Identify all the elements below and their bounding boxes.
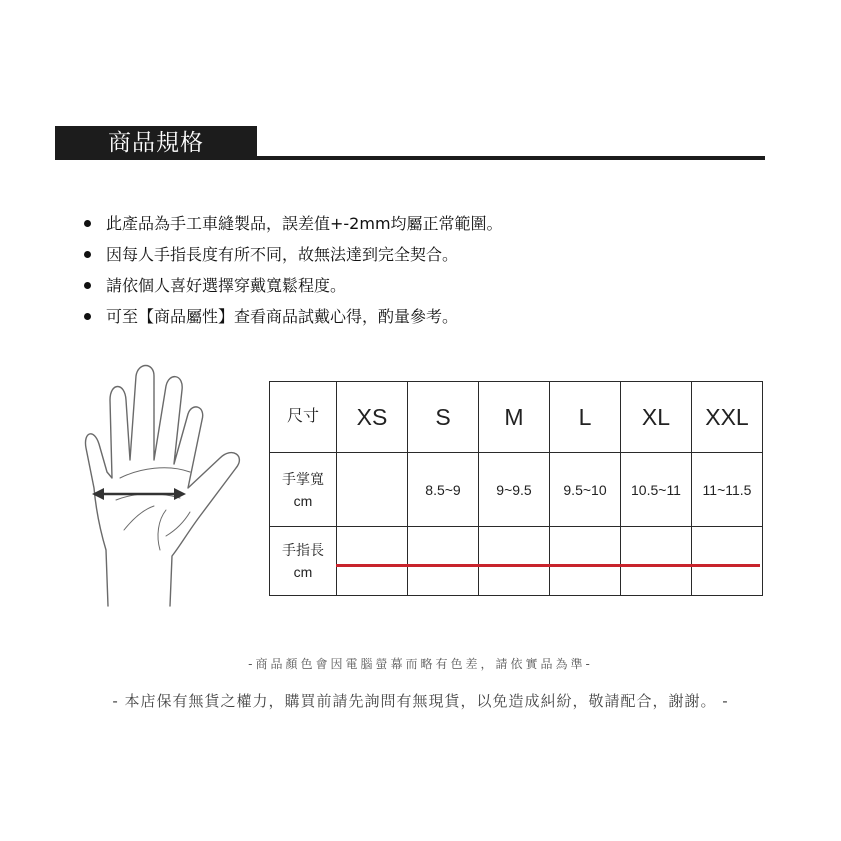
size-l: L	[550, 382, 621, 453]
finger-length-label	[270, 527, 337, 596]
palm-width-row	[270, 453, 763, 527]
spec-list	[82, 208, 503, 332]
finger-label-text: 手指長	[282, 542, 324, 558]
palm-value-xxl: 11~11.5	[692, 453, 763, 527]
finger-value-xxl	[692, 527, 763, 596]
spec-item: 請依個人喜好選擇穿戴寬鬆程度。	[82, 270, 503, 301]
palm-width-label	[270, 453, 337, 527]
finger-row-strike-line	[336, 564, 760, 567]
size-header-row	[270, 382, 763, 453]
size-header-label: 尺寸	[270, 382, 337, 453]
stock-disclaimer: - 本店保有無貨之權力，購買前請先詢問有無現貨，以免造成糾紛，敬請配合，謝謝。 -	[112, 692, 729, 710]
hand-measure-illustration	[70, 360, 250, 608]
palm-value-s: 8.5~9	[408, 453, 479, 527]
palm-value-m: 9~9.5	[479, 453, 550, 527]
color-disclaimer: -商品顏色會因電腦螢幕而略有色差，請依實品為準-	[248, 657, 593, 671]
palm-label-unit: cm	[293, 492, 313, 509]
finger-value-m	[479, 527, 550, 596]
finger-value-s	[408, 527, 479, 596]
finger-length-row	[270, 527, 763, 596]
palm-value-l: 9.5~10	[550, 453, 621, 527]
title-underline	[55, 156, 765, 160]
size-s: S	[408, 382, 479, 453]
size-xl: XL	[621, 382, 692, 453]
size-m: M	[479, 382, 550, 453]
spec-item: 因每人手指長度有所不同，故無法達到完全契合。	[82, 239, 503, 270]
section-title: 商品規格	[55, 126, 257, 160]
palm-value-xs	[337, 453, 408, 527]
spec-item: 此產品為手工車縫製品，誤差值+-2mm均屬正常範圍。	[82, 208, 503, 239]
finger-value-xl	[621, 527, 692, 596]
size-xs: XS	[337, 382, 408, 453]
palm-label-text: 手掌寬	[282, 470, 324, 487]
finger-value-xs	[337, 527, 408, 596]
palm-value-xl: 10.5~11	[621, 453, 692, 527]
finger-value-l	[550, 527, 621, 596]
spec-item: 可至【商品屬性】查看商品試戴心得，酌量參考。	[82, 301, 503, 332]
finger-label-unit: cm	[293, 564, 313, 580]
size-xxl: XXL	[692, 382, 763, 453]
